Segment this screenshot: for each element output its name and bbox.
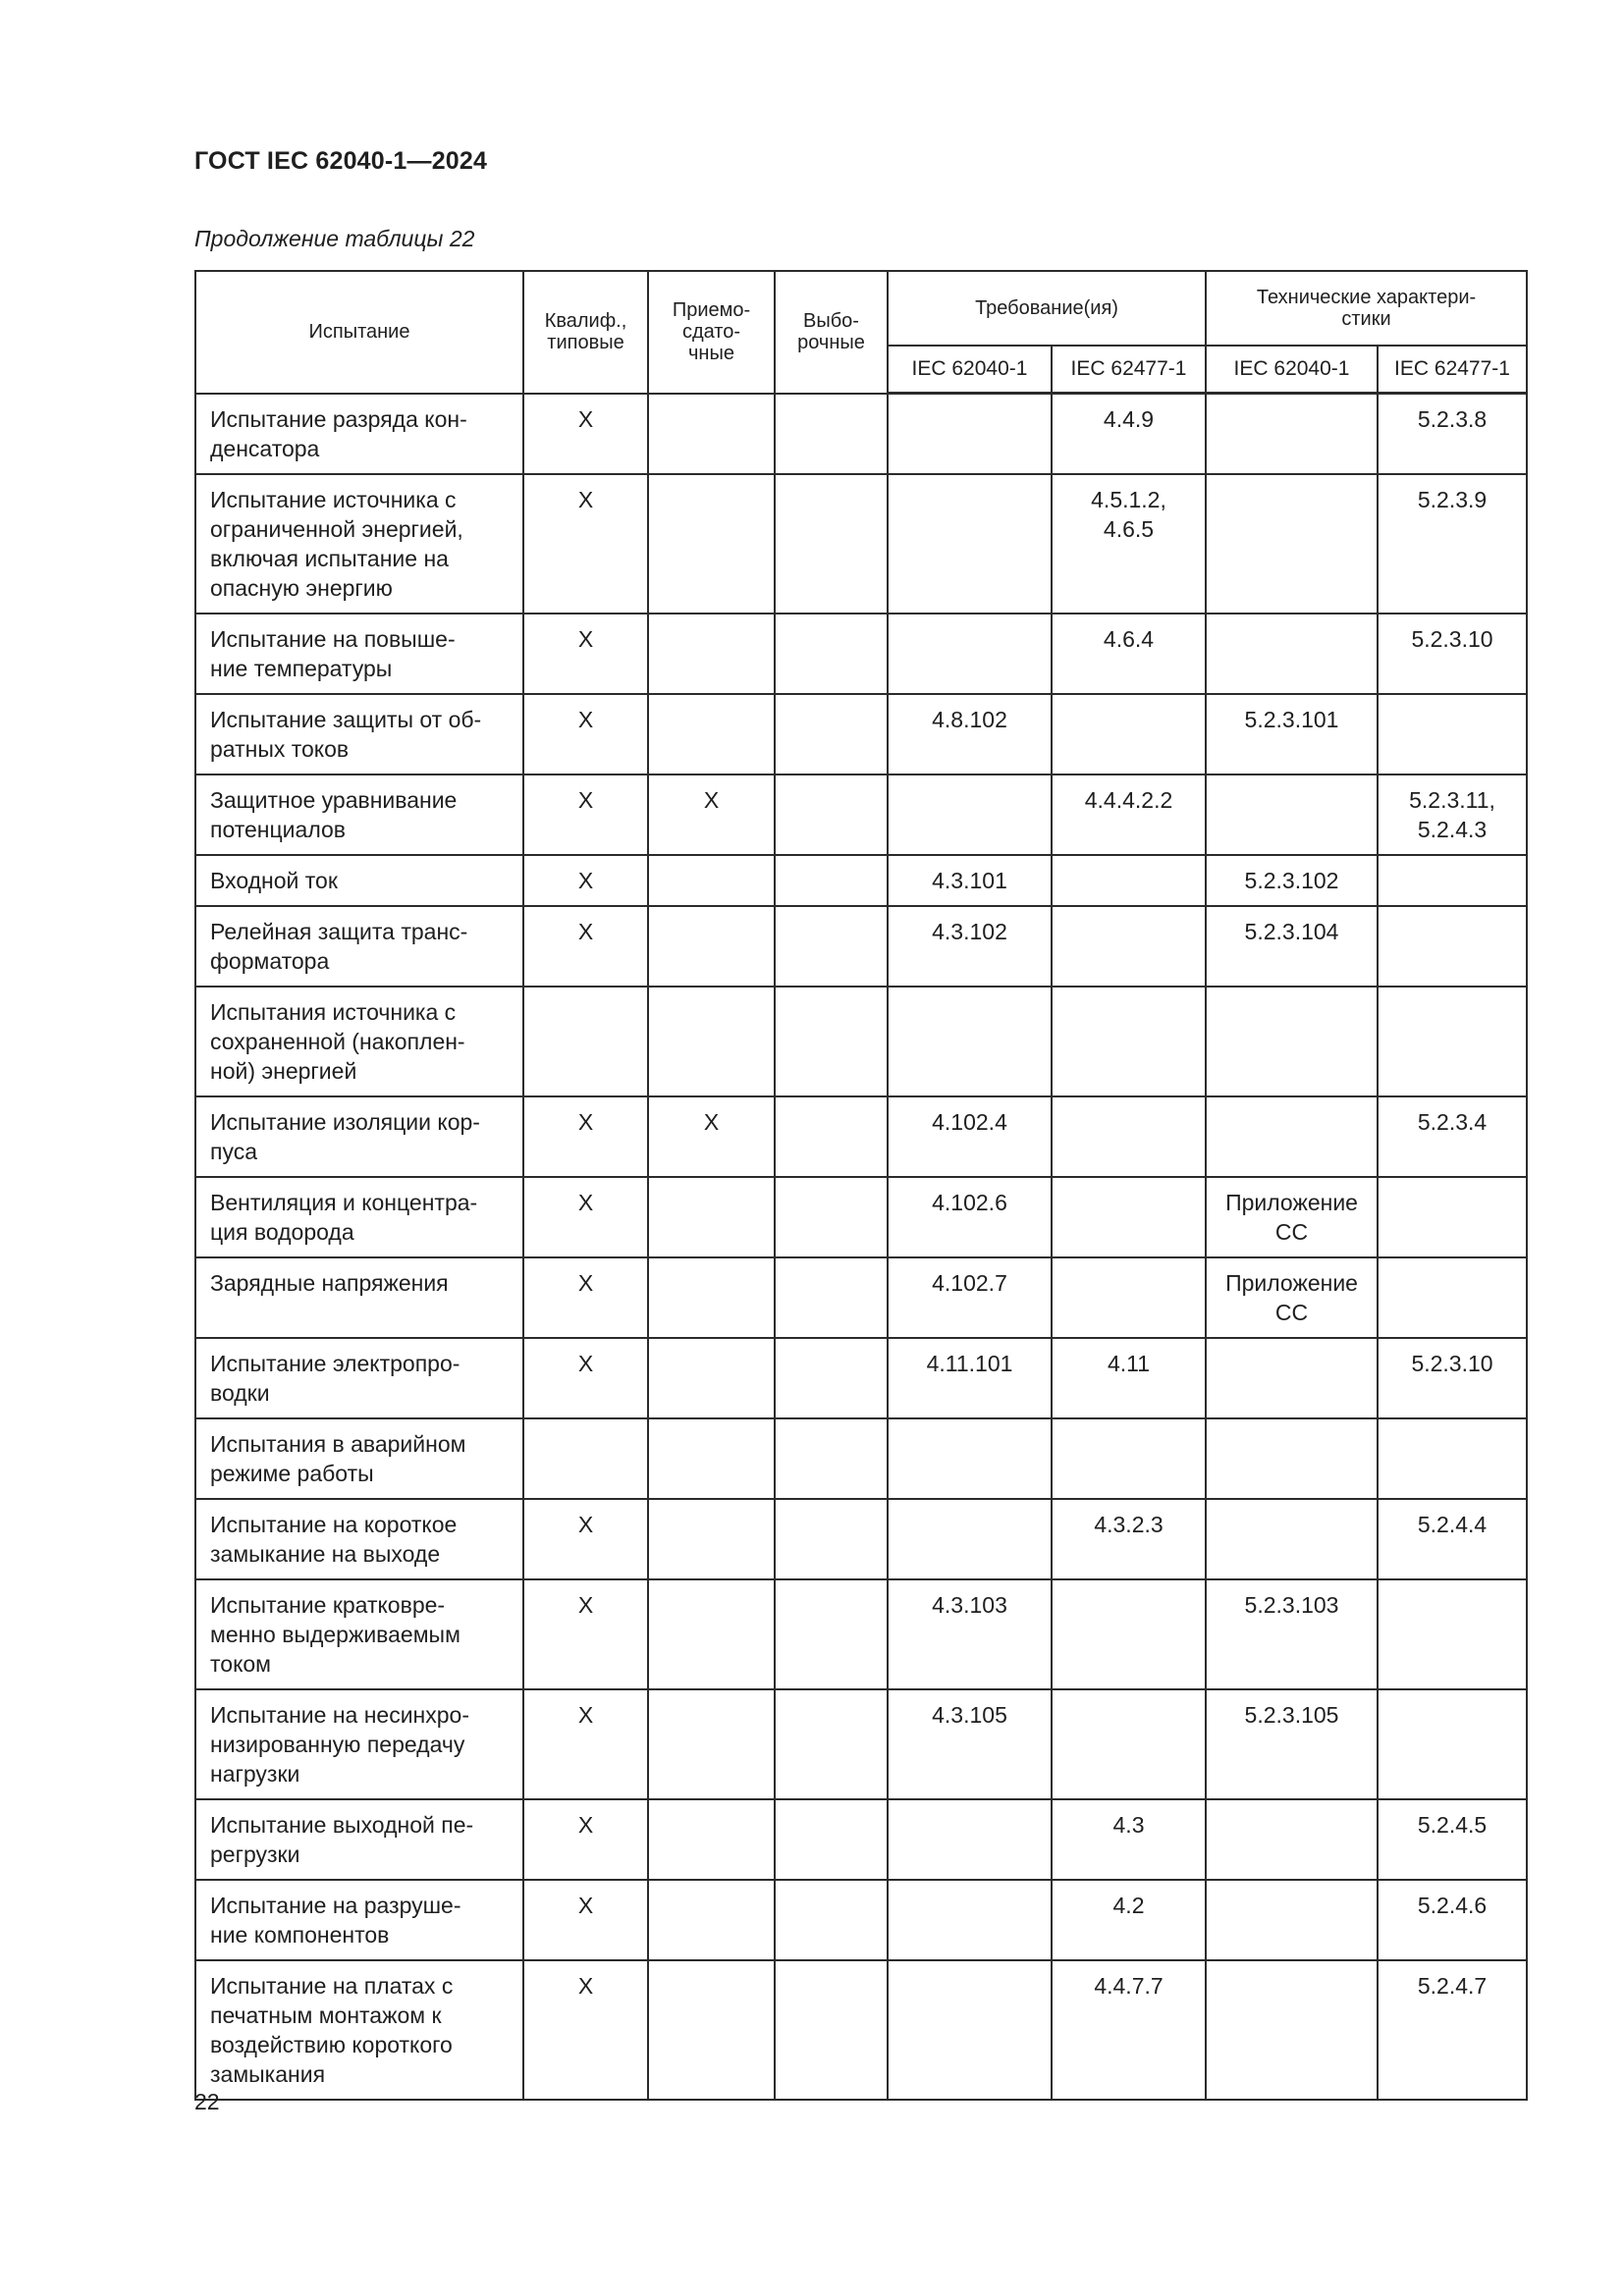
req-iec-62477-1-cell xyxy=(1052,1257,1206,1338)
sampling-cell xyxy=(775,1096,888,1177)
spec-iec-62477-1-cell: 5.2.4.7 xyxy=(1378,1960,1527,2100)
sampling-cell xyxy=(775,394,888,475)
sampling-cell xyxy=(775,1257,888,1338)
req-iec-62477-1-cell: 4.4.4.2.2 xyxy=(1052,774,1206,855)
spec-iec-62477-1-cell xyxy=(1378,1689,1527,1799)
acceptance-cell xyxy=(648,694,775,774)
spec-iec-62040-1-cell xyxy=(1206,1880,1378,1960)
acceptance-cell xyxy=(648,474,775,614)
test-name-cell: Испытание источника с ограниченной энергией, включая испытание на опасную энергию xyxy=(195,474,523,614)
table-row xyxy=(195,1499,1527,1579)
test-name-cell: Зарядные напряжения xyxy=(195,1257,523,1338)
qualification-cell: X xyxy=(523,1689,648,1799)
qualification-cell: X xyxy=(523,1177,648,1257)
req-iec-62040-1-cell xyxy=(888,394,1052,475)
acceptance-cell xyxy=(648,987,775,1096)
req-iec-62040-1-cell xyxy=(888,474,1052,614)
qualification-cell: X xyxy=(523,694,648,774)
req-iec-62040-1-cell: 4.3.103 xyxy=(888,1579,1052,1689)
qualification-cell: X xyxy=(523,614,648,694)
spec-iec-62040-1-cell xyxy=(1206,614,1378,694)
spec-iec-62040-1-cell: Приложение СС xyxy=(1206,1177,1378,1257)
spec-iec-62040-1-cell xyxy=(1206,1338,1378,1418)
qualification-cell: X xyxy=(523,774,648,855)
acceptance-cell xyxy=(648,1880,775,1960)
sampling-cell xyxy=(775,1579,888,1689)
header-acceptance: Приемо- сдато- чные xyxy=(648,271,775,394)
table-row xyxy=(195,1960,1527,2100)
table-row xyxy=(195,1096,1527,1177)
req-iec-62040-1-cell xyxy=(888,1960,1052,2100)
header-sampling: Выбо- рочные xyxy=(775,271,888,394)
qualification-cell: X xyxy=(523,1096,648,1177)
spec-iec-62477-1-cell: 5.2.3.9 xyxy=(1378,474,1527,614)
req-iec-62040-1-cell xyxy=(888,1499,1052,1579)
sampling-cell xyxy=(775,1177,888,1257)
sampling-cell xyxy=(775,1880,888,1960)
spec-iec-62040-1-cell xyxy=(1206,394,1378,475)
req-iec-62040-1-cell xyxy=(888,1880,1052,1960)
spec-iec-62477-1-cell xyxy=(1378,1418,1527,1499)
test-name-cell: Испытание выходной пе- регрузки xyxy=(195,1799,523,1880)
req-iec-62477-1-cell: 4.5.1.2, 4.6.5 xyxy=(1052,474,1206,614)
table-row xyxy=(195,774,1527,855)
acceptance-cell xyxy=(648,1257,775,1338)
req-iec-62040-1-cell xyxy=(888,614,1052,694)
req-iec-62477-1-cell xyxy=(1052,1177,1206,1257)
spec-iec-62477-1-cell: 5.2.4.5 xyxy=(1378,1799,1527,1880)
req-iec-62477-1-cell: 4.6.4 xyxy=(1052,614,1206,694)
table-row xyxy=(195,1880,1527,1960)
test-name-cell: Испытание на короткое замыкание на выходе xyxy=(195,1499,523,1579)
header-spec-iec-62040-1: IEC 62040-1 xyxy=(1206,346,1378,394)
header-specifications: Технические характери- стики xyxy=(1206,271,1527,346)
test-name-cell: Релейная защита транс- форматора xyxy=(195,906,523,987)
table-row xyxy=(195,474,1527,614)
sampling-cell xyxy=(775,614,888,694)
req-iec-62040-1-cell xyxy=(888,1418,1052,1499)
qualification-cell: X xyxy=(523,1799,648,1880)
spec-iec-62040-1-cell: Приложение СС xyxy=(1206,1257,1378,1338)
table-row xyxy=(195,1689,1527,1799)
acceptance-cell: X xyxy=(648,1096,775,1177)
spec-iec-62040-1-cell: 5.2.3.103 xyxy=(1206,1579,1378,1689)
acceptance-cell xyxy=(648,614,775,694)
table-body xyxy=(195,394,1527,2101)
table-row xyxy=(195,987,1527,1096)
header-qualification: Квалиф., типовые xyxy=(523,271,648,394)
header-req-iec-62040-1: IEC 62040-1 xyxy=(888,346,1052,394)
acceptance-cell xyxy=(648,1799,775,1880)
req-iec-62477-1-cell xyxy=(1052,987,1206,1096)
req-iec-62040-1-cell xyxy=(888,1799,1052,1880)
qualification-cell: X xyxy=(523,394,648,475)
spec-iec-62040-1-cell: 5.2.3.105 xyxy=(1206,1689,1378,1799)
test-requirements-table xyxy=(194,270,1528,2101)
spec-iec-62040-1-cell xyxy=(1206,1799,1378,1880)
spec-iec-62040-1-cell xyxy=(1206,1418,1378,1499)
qualification-cell xyxy=(523,1418,648,1499)
qualification-cell: X xyxy=(523,906,648,987)
acceptance-cell xyxy=(648,1338,775,1418)
table-row xyxy=(195,1257,1527,1338)
acceptance-cell xyxy=(648,1418,775,1499)
req-iec-62477-1-cell xyxy=(1052,1689,1206,1799)
header-req-iec-62477-1: IEC 62477-1 xyxy=(1052,346,1206,394)
table-row xyxy=(195,1799,1527,1880)
req-iec-62040-1-cell: 4.11.101 xyxy=(888,1338,1052,1418)
test-name-cell: Испытание на платах с печатным монтажом к воздействию короткого замыкания xyxy=(195,1960,523,2100)
table-row xyxy=(195,394,1527,475)
spec-iec-62477-1-cell: 5.2.4.6 xyxy=(1378,1880,1527,1960)
sampling-cell xyxy=(775,906,888,987)
req-iec-62040-1-cell xyxy=(888,774,1052,855)
spec-iec-62040-1-cell xyxy=(1206,774,1378,855)
test-name-cell: Испытание на несинхро- низированную передачу нагрузки xyxy=(195,1689,523,1799)
req-iec-62477-1-cell xyxy=(1052,1418,1206,1499)
req-iec-62040-1-cell: 4.3.102 xyxy=(888,906,1052,987)
table-caption: Продолжение таблицы 22 xyxy=(194,226,475,251)
test-name-cell: Испытания источника с сохраненной (накоплен- ной) энергией xyxy=(195,987,523,1096)
test-name-cell: Испытание разряда кон- денсатора xyxy=(195,394,523,475)
test-name-cell: Испытания в аварийном режиме работы xyxy=(195,1418,523,1499)
document-header: ГОСТ IEC 62040-1—2024 xyxy=(194,147,488,175)
qualification-cell: X xyxy=(523,1579,648,1689)
req-iec-62040-1-cell xyxy=(888,987,1052,1096)
acceptance-cell xyxy=(648,855,775,906)
test-name-cell: Испытание кратковре- менно выдерживаемым током xyxy=(195,1579,523,1689)
spec-iec-62477-1-cell xyxy=(1378,906,1527,987)
spec-iec-62040-1-cell xyxy=(1206,1499,1378,1579)
test-name-cell: Испытание на повыше- ние температуры xyxy=(195,614,523,694)
sampling-cell xyxy=(775,987,888,1096)
req-iec-62477-1-cell xyxy=(1052,694,1206,774)
qualification-cell: X xyxy=(523,1880,648,1960)
spec-iec-62040-1-cell: 5.2.3.101 xyxy=(1206,694,1378,774)
qualification-cell: X xyxy=(523,1960,648,2100)
spec-iec-62477-1-cell: 5.2.3.11, 5.2.4.3 xyxy=(1378,774,1527,855)
sampling-cell xyxy=(775,1338,888,1418)
header-test: Испытание xyxy=(195,271,523,394)
test-name-cell: Защитное уравнивание потенциалов xyxy=(195,774,523,855)
req-iec-62477-1-cell: 4.3 xyxy=(1052,1799,1206,1880)
table-row xyxy=(195,1579,1527,1689)
req-iec-62477-1-cell: 4.4.7.7 xyxy=(1052,1960,1206,2100)
req-iec-62040-1-cell: 4.102.4 xyxy=(888,1096,1052,1177)
sampling-cell xyxy=(775,1499,888,1579)
acceptance-cell: X xyxy=(648,774,775,855)
req-iec-62477-1-cell: 4.11 xyxy=(1052,1338,1206,1418)
req-iec-62477-1-cell xyxy=(1052,1579,1206,1689)
sampling-cell xyxy=(775,774,888,855)
sampling-cell xyxy=(775,1960,888,2100)
spec-iec-62477-1-cell xyxy=(1378,987,1527,1096)
test-name-cell: Вентиляция и концентра- ция водорода xyxy=(195,1177,523,1257)
spec-iec-62477-1-cell: 5.2.3.4 xyxy=(1378,1096,1527,1177)
spec-iec-62477-1-cell: 5.2.3.10 xyxy=(1378,614,1527,694)
acceptance-cell xyxy=(648,1960,775,2100)
spec-iec-62040-1-cell: 5.2.3.104 xyxy=(1206,906,1378,987)
req-iec-62040-1-cell: 4.3.101 xyxy=(888,855,1052,906)
req-iec-62477-1-cell: 4.3.2.3 xyxy=(1052,1499,1206,1579)
table-row xyxy=(195,614,1527,694)
table-header xyxy=(195,271,1527,394)
req-iec-62477-1-cell xyxy=(1052,855,1206,906)
test-name-cell: Испытание изоляции кор- пуса xyxy=(195,1096,523,1177)
acceptance-cell xyxy=(648,1499,775,1579)
sampling-cell xyxy=(775,1689,888,1799)
spec-iec-62477-1-cell xyxy=(1378,694,1527,774)
test-name-cell: Испытание на разруше- ние компонентов xyxy=(195,1880,523,1960)
req-iec-62040-1-cell: 4.3.105 xyxy=(888,1689,1052,1799)
spec-iec-62040-1-cell xyxy=(1206,1960,1378,2100)
table-row xyxy=(195,855,1527,906)
qualification-cell: X xyxy=(523,1338,648,1418)
req-iec-62477-1-cell xyxy=(1052,1096,1206,1177)
table-row xyxy=(195,1338,1527,1418)
acceptance-cell xyxy=(648,1177,775,1257)
qualification-cell: X xyxy=(523,855,648,906)
spec-iec-62477-1-cell xyxy=(1378,855,1527,906)
spec-iec-62477-1-cell: 5.2.3.10 xyxy=(1378,1338,1527,1418)
qualification-cell xyxy=(523,987,648,1096)
spec-iec-62477-1-cell xyxy=(1378,1177,1527,1257)
acceptance-cell xyxy=(648,906,775,987)
test-name-cell: Испытание электропро- водки xyxy=(195,1338,523,1418)
sampling-cell xyxy=(775,694,888,774)
req-iec-62040-1-cell: 4.102.6 xyxy=(888,1177,1052,1257)
table-row xyxy=(195,694,1527,774)
spec-iec-62477-1-cell xyxy=(1378,1579,1527,1689)
header-spec-iec-62477-1: IEC 62477-1 xyxy=(1378,346,1527,394)
page-number: 22 xyxy=(194,2089,220,2114)
qualification-cell: X xyxy=(523,1257,648,1338)
table-row xyxy=(195,1177,1527,1257)
table-row xyxy=(195,1418,1527,1499)
spec-iec-62040-1-cell xyxy=(1206,987,1378,1096)
acceptance-cell xyxy=(648,394,775,475)
req-iec-62477-1-cell: 4.4.9 xyxy=(1052,394,1206,475)
req-iec-62477-1-cell: 4.2 xyxy=(1052,1880,1206,1960)
sampling-cell xyxy=(775,855,888,906)
header-requirements: Требование(ия) xyxy=(888,271,1206,346)
table-row xyxy=(195,906,1527,987)
sampling-cell xyxy=(775,1799,888,1880)
req-iec-62040-1-cell: 4.102.7 xyxy=(888,1257,1052,1338)
spec-iec-62477-1-cell: 5.2.3.8 xyxy=(1378,394,1527,475)
req-iec-62040-1-cell: 4.8.102 xyxy=(888,694,1052,774)
spec-iec-62477-1-cell xyxy=(1378,1257,1527,1338)
test-name-cell: Входной ток xyxy=(195,855,523,906)
sampling-cell xyxy=(775,1418,888,1499)
qualification-cell: X xyxy=(523,1499,648,1579)
sampling-cell xyxy=(775,474,888,614)
req-iec-62477-1-cell xyxy=(1052,906,1206,987)
spec-iec-62477-1-cell: 5.2.4.4 xyxy=(1378,1499,1527,1579)
test-name-cell: Испытание защиты от об- ратных токов xyxy=(195,694,523,774)
acceptance-cell xyxy=(648,1689,775,1799)
spec-iec-62040-1-cell: 5.2.3.102 xyxy=(1206,855,1378,906)
acceptance-cell xyxy=(648,1579,775,1689)
spec-iec-62040-1-cell xyxy=(1206,1096,1378,1177)
spec-iec-62040-1-cell xyxy=(1206,474,1378,614)
qualification-cell: X xyxy=(523,474,648,614)
